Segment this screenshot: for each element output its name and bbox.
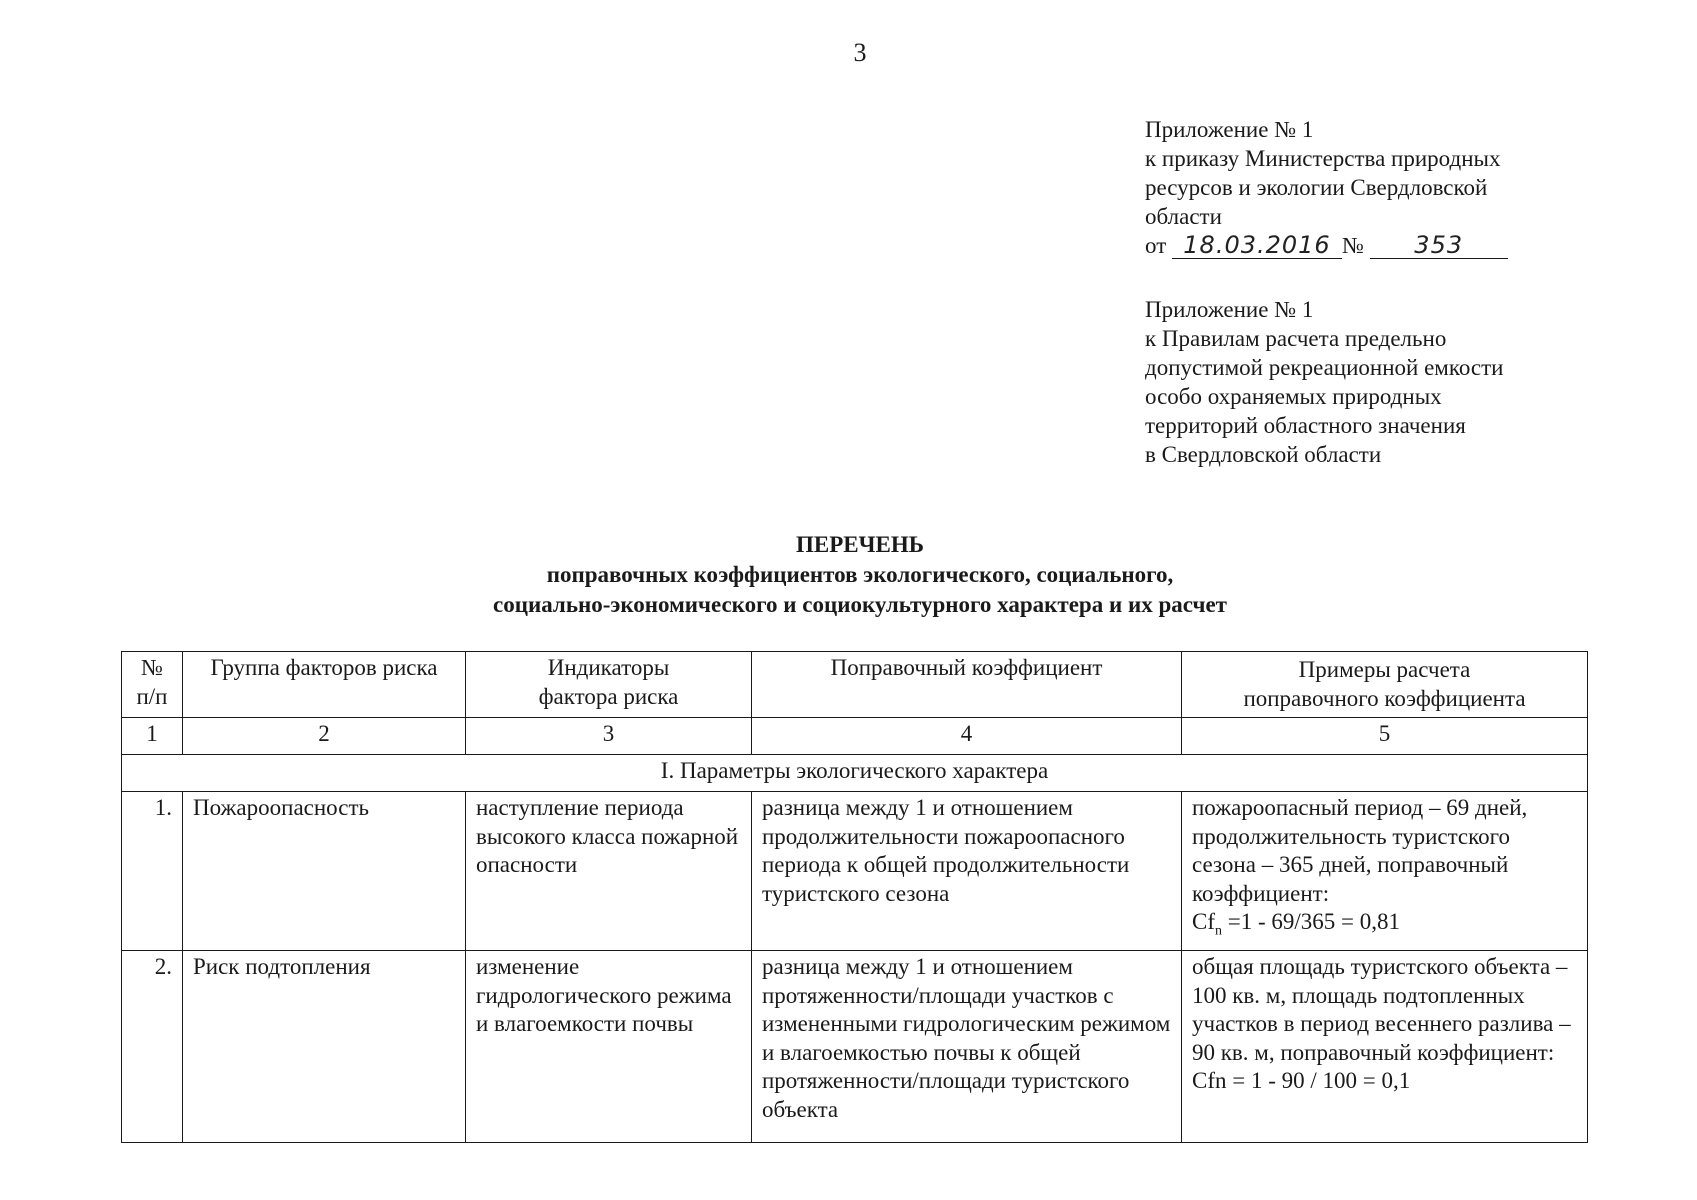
column-number: 3 [466,718,752,755]
appendix-rules-line5: территорий областного значения [1145,413,1466,438]
column-number: 5 [1182,718,1588,755]
order-date-number-line [1145,231,1565,260]
title-line1: ПЕРЕЧЕНЬ [796,532,924,557]
appendix-order-line3: ресурсов и экологии Свердловской [1145,175,1488,200]
appendix-order-line4: области [1145,204,1222,229]
coefficients-table [121,651,1588,1143]
page-number: 3 [853,38,867,67]
title-line3: социально-экономического и социокультурного характера и их расчет [493,592,1227,617]
handwritten-number: 353 [1370,232,1508,259]
appendix-order-line2: к приказу Министерства природных [1145,146,1501,171]
row-example [1182,951,1588,1143]
header-examples-line2: поправочного коэффициента [1243,685,1526,711]
appendix-rules-line2: к Правилам расчета предельно [1145,326,1447,351]
row-number: 2. [122,951,183,1143]
header-num [122,652,183,718]
row-coefficient: разница между 1 и отношением протяженности/площади участков с измененными гидрологическим режимом и влагоемкостью почвы к общей протяженности/площади туристского объекта [752,951,1182,1143]
column-number: 2 [183,718,466,755]
column-number: 4 [752,718,1182,755]
header-examples [1182,652,1588,718]
row-number: 1. [122,792,183,951]
column-number: 1 [122,718,183,755]
row-group: Риск подтопления [183,951,466,1143]
row-example [1182,792,1588,951]
header-num-line1: № [141,655,163,680]
row-example-text: общая площадь туристского объекта – 100 кв. м, площадь подтопленных участков в период весеннего разлива – 90 кв. м, поправочный коэффициент: [1192,954,1571,1065]
section-row [122,755,1588,792]
row-coefficient: разница между 1 и отношением продолжительности пожароопасного периода к общей продолжительности туристского сезона [752,792,1182,951]
from-label: от [1145,233,1167,258]
table-header-row [122,652,1588,718]
header-num-line2: п/п [136,683,168,709]
document-title [0,530,1697,620]
handwritten-date: 18.03.2016 [1172,232,1342,259]
appendix-rules-block [1145,295,1565,469]
appendix-rules-line1: Приложение № 1 [1145,297,1314,322]
formula-rest: =1 - 69/365 = 0,81 [1222,909,1400,934]
header-examples-line1: Примеры расчета [1298,657,1471,682]
formula-subscript: n [1215,923,1222,939]
appendix-rules-line6: в Свердловской области [1145,442,1382,467]
table-row [122,951,1588,1143]
row-example-formula: Cfn = 1 - 90 / 100 = 0,1 [1192,1068,1411,1094]
header-coefficient: Поправочный коэффициент [752,652,1182,718]
row-example-formula [1192,908,1577,946]
row-example-text: пожароопасный период – 69 дней, продолжительность туристского сезона – 365 дней, поправочный коэффициент: [1192,795,1528,906]
table-row [122,792,1588,951]
column-numbers-row [122,718,1588,755]
appendix-order-line1: Приложение № 1 [1145,117,1314,142]
number-label: № [1342,233,1364,258]
row-indicator: изменение гидрологического режима и влагоемкости почвы [466,951,752,1143]
section-title: I. Параметры экологического характера [122,755,1588,792]
header-indicators-line1: Индикаторы [547,655,670,680]
row-indicator: наступление периода высокого класса пожарной опасности [466,792,752,951]
appendix-rules-line3: допустимой рекреационной емкости [1145,355,1504,380]
header-indicators [466,652,752,718]
appendix-order-block [1145,115,1565,260]
header-indicators-line2: фактора риска [538,683,679,709]
header-group: Группа факторов риска [183,652,466,718]
row-group: Пожароопасность [183,792,466,951]
appendix-rules-line4: особо охраняемых природных [1145,384,1442,409]
title-line2: поправочных коэффициентов экологического, социального, [546,562,1174,587]
formula-prefix: Cf [1192,909,1215,934]
